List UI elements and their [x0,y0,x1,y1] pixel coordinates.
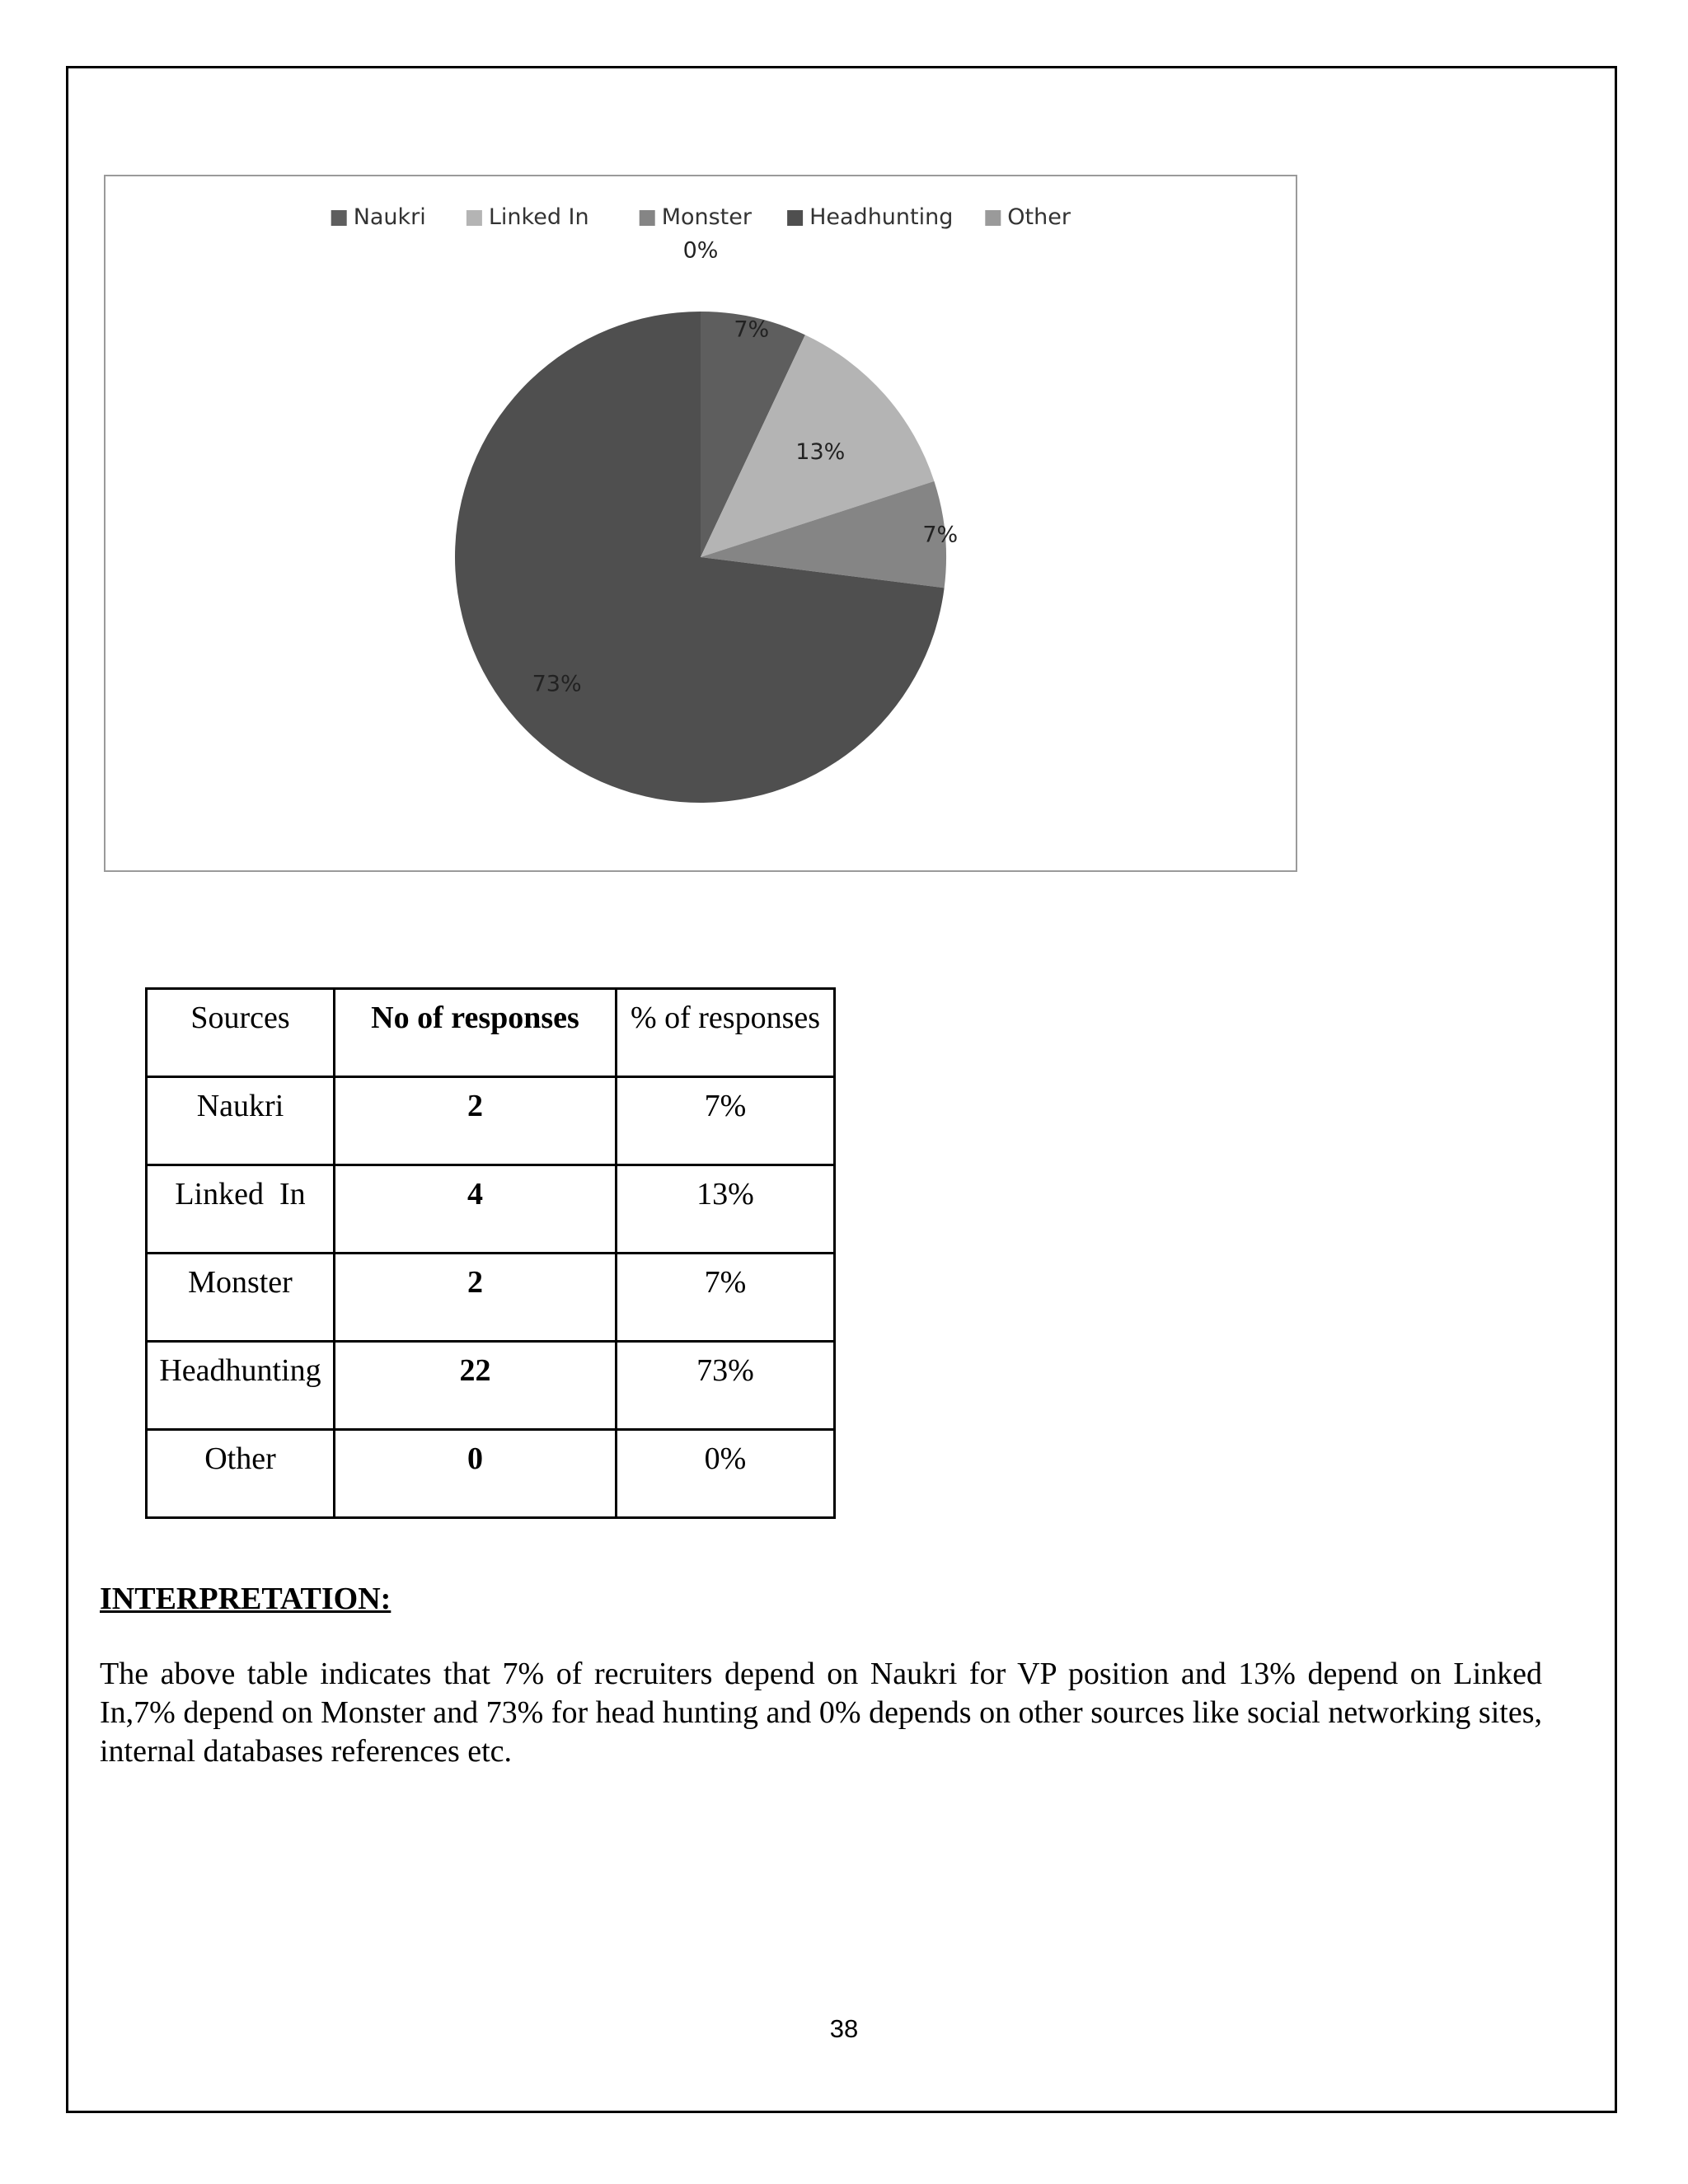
table-row [147,1254,835,1342]
table-row [147,1430,835,1518]
header-no-of-responses: No of responses [335,989,617,1077]
data-label-headhunting: 73% [532,671,582,697]
percent-cell: 0% [617,1430,835,1518]
source-cell: Headhunting [147,1342,335,1430]
count-cell: 2 [335,1254,617,1342]
count-cell: 4 [335,1165,617,1254]
pie-chart-svg [106,176,1296,870]
table-row [147,1342,835,1430]
count-cell: 22 [335,1342,617,1430]
responses-table [145,987,836,1519]
percent-cell: 7% [617,1077,835,1165]
source-cell: Naukri [147,1077,335,1165]
header-sources: Sources [147,989,335,1077]
count-cell: 0 [335,1430,617,1518]
source-cell: Linked In [147,1165,335,1254]
legend-swatch-monster [640,210,655,226]
percent-cell: 73% [617,1342,835,1430]
data-label-linked-in: 13% [795,438,846,465]
legend-swatch-other [985,210,1001,226]
source-cell: Other [147,1430,335,1518]
legend-label-naukri: Naukri [353,204,426,230]
legend-swatch-headhunting [787,210,803,226]
data-label-monster: 7% [922,522,959,548]
data-label-naukri: 7% [734,316,770,343]
table-header-row [147,989,835,1077]
count-cell: 2 [335,1077,617,1165]
source-cell: Monster [147,1254,335,1342]
legend-label-monster: Monster [661,204,752,230]
legend-label-other: Other [1007,204,1071,230]
header-percent-of-responses: % of responses [617,989,835,1077]
interpretation-text: The above table indicates that 7% of recruiters depend on Naukri for VP position and 13% depend on Linked In,7% depend on Monster and 73% for head hunting and 0% depends on other sources like social networking sites, internal databases references etc. [100,1657,1542,1769]
legend-swatch-naukri [331,210,347,226]
legend-label-linked-in: Linked In [488,204,589,230]
legend-label-headhunting: Headhunting [809,204,954,230]
page-number: 38 [829,2014,859,2043]
chart-legend [331,204,1071,230]
legend-swatch-linked-in [467,210,482,226]
table-row [147,1165,835,1254]
pie-chart [104,175,1297,872]
interpretation-heading: INTERPRETATION: [100,1582,392,1616]
percent-cell: 13% [617,1165,835,1254]
data-label-other: 0% [682,237,719,264]
table-row [147,1077,835,1165]
percent-cell: 7% [617,1254,835,1342]
